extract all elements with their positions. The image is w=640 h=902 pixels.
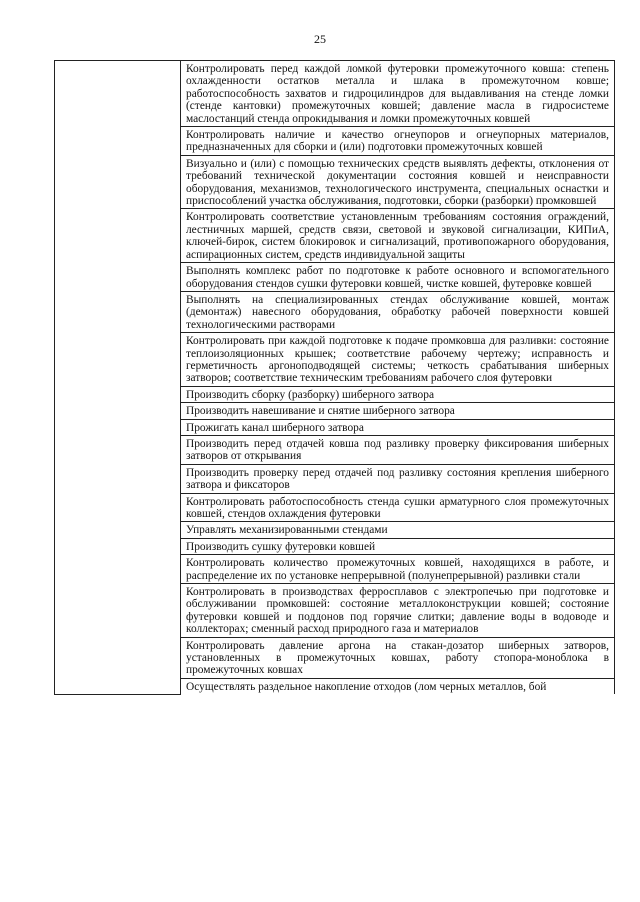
table-cell-text: Контролировать наличие и качество огнеупоров и огнеупорных материалов, предназначенных для сборки и (или) подготовки промежуточных ковшей: [181, 127, 615, 156]
table-cell-text: Осуществлять раздельное накопление отходов (лом черных металлов, бой: [181, 678, 615, 694]
table-cell-text: Контролировать работоспособность стенда сушки арматурного слоя промежуточных ковшей, стендов охлаждения футеровки: [181, 493, 615, 522]
table-cell-text: Визуально и (или) с помощью технических средств выявлять дефекты, отклонения от требований технической документации состояния ковшей и неисправности оборудования, механизмов, технологического инструмента, специальных оснастки и приспособлений участка обслуживания, подготовки, сборки (разборки) промковшей: [181, 155, 615, 209]
table-cell-text: Контролировать в производствах ферросплавов с электропечью при подготовке и обслуживании промковшей: состояние металлоконструкции ковшей; состояние футеровки ковшей и поддонов под горячие слитки; давление воды в водоводе и коллекторах; сменный расход природного газа и материалов: [181, 584, 615, 638]
table-cell-text: Контролировать количество промежуточных ковшей, находящихся в работе, и распределение их по установке непрерывной (полунепрерывной) разливки стали: [181, 555, 615, 584]
table-cell-text: Контролировать перед каждой ломкой футеровки промежуточного ковша: степень охлажденности остатков металла и шлака в промежуточном ковше; работоспособность захватов и гидроцилиндров для выдавливания на стенде ломки (стенде кантовки) промежуточных ковшей; давление масла в гидросистеме маслостанций стенда опрокидывания и ломки промежуточных ковшей: [181, 61, 615, 127]
table-cell-text: Прожигать канал шиберного затвора: [181, 419, 615, 435]
table-cell-text: Выполнять комплекс работ по подготовке к работе основного и вспомогательного оборудования стендов сушки футеровки ковшей, чистке ковшей, футеровке ковшей: [181, 263, 615, 292]
left-column-cell: [55, 61, 181, 695]
table-cell-text: Контролировать соответствие установленным требованиям состояния ограждений, лестничных маршей, средств связи, световой и звуковой сигнализации, КИПиА, ключей-бирок, систем блокировок и сигнализаций, противопожарного оборудования, аспирационных систем, средств индивидуальной защиты: [181, 209, 615, 263]
table-cell-text: Управлять механизированными стендами: [181, 522, 615, 538]
table-cell-text: Контролировать при каждой подготовке к подаче промковша для разливки: состояние теплоизоляционных крышек; соответствие рабочему чертежу; исправность и герметичность аргоноподводящей системы; четкость срабатывания шиберных затворов; соответствие техническим требованиям рабочего слоя футеровки: [181, 333, 615, 387]
table-cell-text: Контролировать давление аргона на стакан-дозатор шиберных затворов, установленных в промежуточных ковшах, работу стопора-моноблока в промежуточных ковшах: [181, 637, 615, 678]
table-cell-text: Производить перед отдачей ковша под разливку проверку фиксирования шиберных затворов от открывания: [181, 435, 615, 464]
table-cell-text: Производить проверку перед отдачей под разливку состояния крепления шиберного затвора и фиксаторов: [181, 464, 615, 493]
table-row: [55, 61, 615, 127]
table-cell-text: Производить сушку футеровки ковшей: [181, 538, 615, 554]
table-cell-text: Выполнять на специализированных стендах обслуживание ковшей, монтаж (демонтаж) навесного оборудования, обработку рабочей поверхности ковшей технологическими растворами: [181, 291, 615, 332]
page-number: 25: [314, 32, 326, 46]
table-cell-text: Производить сборку (разборку) шиберного затвора: [181, 386, 615, 402]
labor-functions-table: [54, 60, 615, 695]
table-cell-text: Производить навешивание и снятие шиберного затвора: [181, 403, 615, 419]
